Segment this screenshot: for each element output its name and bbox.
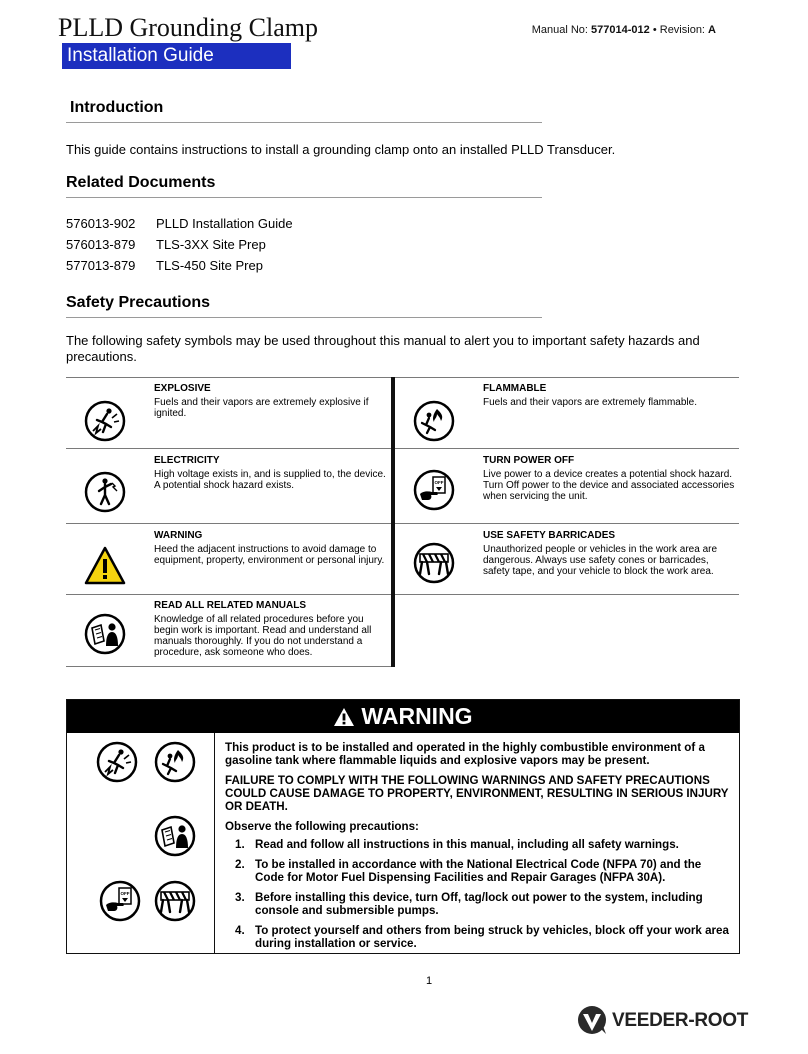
power-off-icon [413,469,455,511]
symbol-title: USE SAFETY BARRICADES [483,530,616,541]
revision-label: Revision: [659,24,709,36]
safety-symbols-table [66,377,739,667]
flammable-icon [154,741,196,783]
related-documents-heading: Related Documents [66,174,216,191]
section-divider [66,317,542,318]
warning-paragraph: FAILURE TO COMPLY WITH THE FOLLOWING WARNINGS AND SAFETY PRECAUTIONS COULD CAUSE DAMAGE TO PROPERTY, ENVIRONMENT, RESULTING IN SERIOUS INJURY OR DEATH. [225,774,729,813]
veeder-root-logo [576,1004,749,1036]
symbol-title: READ ALL RELATED MANUALS [154,600,307,611]
symbol-title: FLAMMABLE [483,383,547,394]
barricade-icon [413,542,455,584]
symbol-title: EXPLOSIVE [154,383,211,394]
safety-heading: Safety Precautions [66,294,211,311]
svg-text:OFF: OFF [434,480,444,485]
section-divider [66,122,542,123]
explosive-icon [96,741,138,783]
doc-number: 576013-902 [66,216,136,231]
page-number: 1 [426,975,433,987]
manual-label: Manual No: [531,24,592,36]
manuals-icon [84,613,126,655]
barricade-icon [154,880,196,922]
separator: • [649,24,660,36]
warning-header-text: WARNING [361,703,473,729]
warning-text [225,741,730,957]
doc-title: TLS-450 Site Prep [156,258,263,273]
doc-number: 577013-879 [66,258,136,273]
table-rule [66,594,739,595]
veeder-root-emblem-icon [576,1004,610,1036]
table-rule [66,377,739,378]
list-item [225,891,730,917]
symbol-description: Unauthorized people or vehicles in the work area are dangerous. Always use safety cones or barricades, safety tape, and your vehicle to block the work area. [483,544,718,577]
doc-title: PLLD Installation Guide [156,216,293,231]
revision: A [708,24,716,36]
doc-number: 576013-879 [66,237,136,252]
introduction-text: This guide contains instructions to install a grounding clamp onto an installed PLLD Transducer. [66,142,616,157]
doc-title: TLS-3XX Site Prep [156,237,266,252]
introduction-heading: Introduction [70,99,164,116]
table-rule [66,448,739,449]
table-rule [66,523,739,524]
symbol-title: WARNING [154,530,203,541]
list-text: Read and follow all instructions in this manual, including all safety warnings. [255,838,679,851]
related-doc-row [66,237,266,253]
section-divider [66,197,542,198]
document-subtitle: Installation Guide [62,43,291,69]
manual-info [532,24,716,36]
electricity-icon [84,471,126,513]
power-off-icon [99,880,141,922]
list-number: 4. [235,924,245,937]
symbol-description: Knowledge of all related procedures before you begin work is important. Read and understand all manuals thoroughly. If you do not understand a procedure, ask someone who does. [154,614,372,658]
manual-number: 577014-012 [591,24,650,36]
table-rule [66,666,393,667]
list-item [225,838,730,851]
list-number: 3. [235,891,245,904]
list-item [225,924,730,950]
warning-triangle-icon [84,545,126,587]
logo-text: VEEDER-ROOT [612,1010,749,1031]
related-doc-row [66,216,293,232]
manuals-icon [154,815,196,857]
safety-intro: The following safety symbols may be used throughout this manual to alert you to important safety hazards and precautions. [66,333,700,364]
list-number: 2. [235,858,245,871]
symbol-title: TURN POWER OFF [483,455,575,466]
related-doc-row [66,258,263,274]
warning-triangle-icon [333,707,355,727]
document-title: PLLD Grounding Clamp [58,13,318,42]
warning-header [67,700,739,733]
list-text: Before installing this device, turn Off, tag/lock out power to the system, including console and submersible pumps. [255,891,703,917]
warning-box-divider [214,733,215,953]
warning-box [66,699,740,954]
warning-observe: Observe the following precautions: [225,820,419,833]
symbol-description: Fuels and their vapors are extremely flammable. [483,397,697,408]
warning-paragraph: This product is to be installed and operated in the highly combustible environment of a gasoline tank where flammable liquids and explosive vapors may be present. [225,741,705,767]
precautions-list [225,838,730,950]
svg-text:OFF: OFF [120,891,130,896]
symbol-description: Live power to a device creates a potential shock hazard. Turn Off power to the device and associated accessories when servicing the unit. [483,469,735,502]
symbol-description: High voltage exists in, and is supplied to, the device. A potential shock hazard exists. [154,469,386,491]
symbol-description: Fuels and their vapors are extremely explosive if ignited. [154,397,369,419]
list-text: To protect yourself and others from being struck by vehicles, block off your work area during installation or service. [255,924,729,950]
list-text: To be installed in accordance with the National Electrical Code (NFPA 70) and the Code for Motor Fuel Dispensing Facilities and Repair Garages (NFPA 30A). [255,858,702,884]
flammable-icon [413,400,455,442]
symbol-title: ELECTRICITY [154,455,220,466]
explosive-icon [84,400,126,442]
list-number: 1. [235,838,245,851]
symbol-description: Heed the adjacent instructions to avoid damage to equipment, property, environment or personal injury. [154,544,385,566]
list-item [225,858,730,884]
table-divider [391,377,395,667]
